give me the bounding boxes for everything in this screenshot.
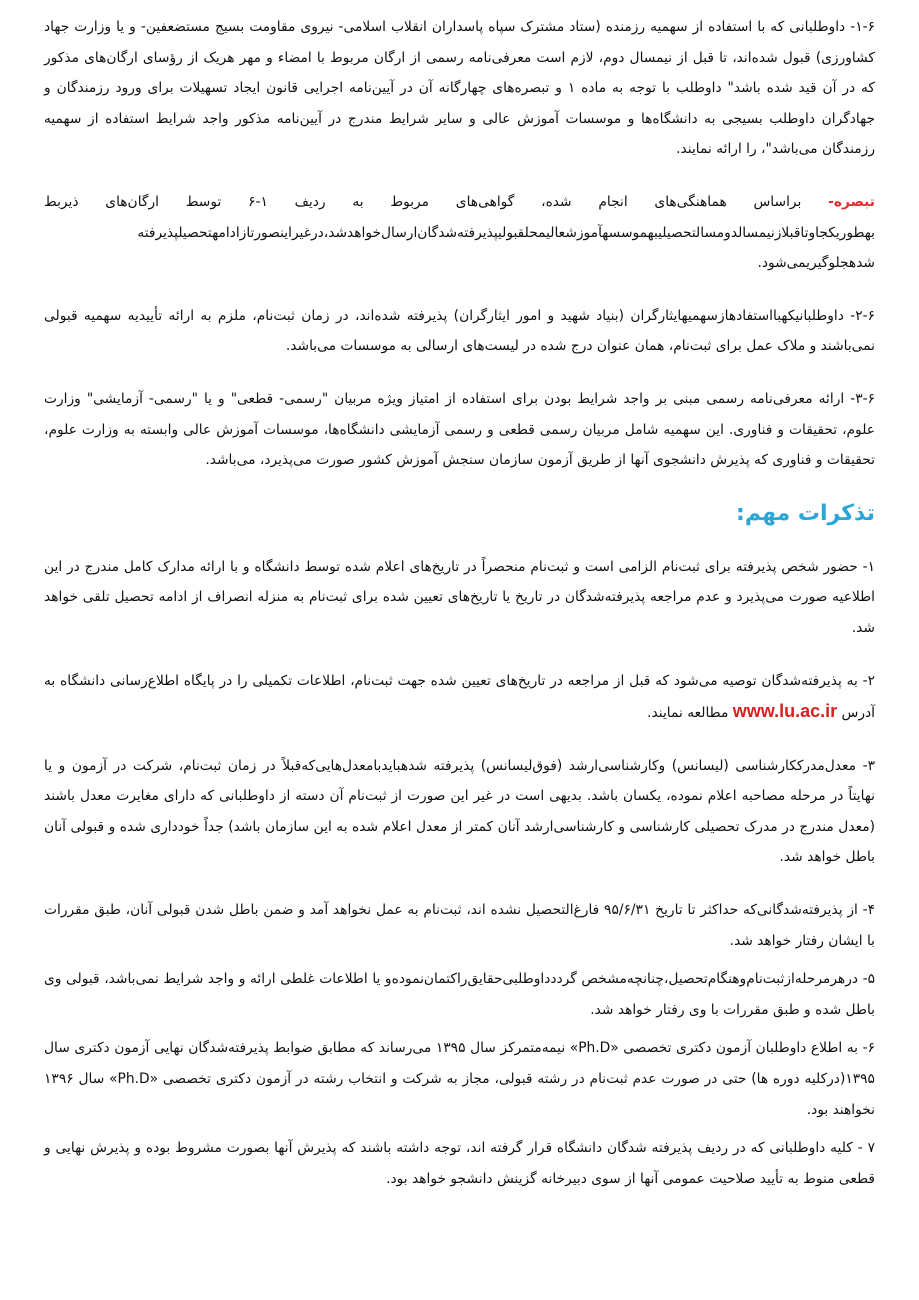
university-website-link[interactable]: www.lu.ac.ir [732,701,838,722]
note-item-6: ۶- به اطلاع داوطلبان آزمون دکتری تخصصی «Ph.D» نیمه‌متمرکز سال ۱۳۹۵ می‌رساند که مطابق ضوابط پذیرفته‌شدگان نهایی آزمون دکتری سال ۱۳۹۵(درکلیه دوره ها) حتی در صورت عدم ثبت‌نام در رشته قبولی، مجاز به شرکت و انتخاب رشته در آزمون دکتری تخصصی «Ph.D» سال ۱۳۹۶ نخواهند بود. [44,1040,875,1118]
note-item-5: ۵- درهرمرحله‌ازثبت‌نام‌وهنگام‌تحصیل،چنانچه‌مشخص گرددداوطلبی‌حقایق‌راکتمان‌نموده‌و یا اطلاعات غلطی ارائه و واجد شرایط نمی‌باشد، قبولی وی باطل شده و طبق مقررات با وی رفتار خواهد شد. [44,971,875,1018]
note-text: براساس هماهنگی‌های انجام شده، گواهی‌های مربوط به ردیف ۱-۶ توسط ارگان‌های ذیربط بهطوریکجاوتاقبلازنیمسالدومسالتحصیلیبهموسسهآموزشعالیمحلقبولیپذیرفته‌شدگان‌ارسال‌خواهدشد،درغیراینصورتازادامهتحصیلپذیرفته شدهجلوگیریمی‌شود. [44,193,875,272]
note-item-2-text-after: مطالعه نمایند. [647,705,733,722]
note-item-7: ۷ - کلیه داوطلبانی که در ردیف پذیرفته شدگان دانشگاه قرار گرفته اند، توجه داشته باشند که پذیرش آنها بصورت مشروط بوده و پذیرش نهایی و قطعی منوط به تأیید صلاحیت عمومی آنها از سوی دبیرخانه گزینش دانشجو خواهد بود. [44,1140,875,1187]
paragraph-6-2: ۲-۶- داوطلبانیکهبااستفادهازسهمیهایثارگران (بنیاد شهید و امور ایثارگران) پذیرفته شده‌اند، در زمان ثبت‌نام، ملزم به ارائه تأییدیه سهمیه قبولی نمی‌باشند و ملاک عمل برای ثبت‌نام، همان عنوان درج شده در لیست‌های ارسالی به موسسات می‌باشد. [44,307,875,355]
note-item-1: ۱- حضور شخص پذیرفته برای ثبت‌نام الزامی است و ثبت‌نام منحصراً در تاریخ‌های اعلام شده توسط دانشگاه و با ارائه مدارک کامل مندرج در این اطلاعیه صورت می‌پذیرد و عدم مراجعه پذیرفته‌شدگان در تاریخ یا تاریخ‌های تعیین شده برای ثبت‌نام به منزله انصراف از ادامه تحصیل تلقی خواهد شد. [44,558,875,636]
note-item-2 [44,666,875,729]
paragraph-6-3: ۳-۶- ارائه معرفی‌نامه رسمی مبنی بر واجد شرایط بودن برای استفاده از امتیاز ویژه مربیان "رسمی- قطعی" و یا "رسمی- آزمایشی" وزارت علوم، تحقیقات و فناوری. این سهمیه شامل مربیان رسمی قطعی و رسمی آزمایشی دانشگاه‌ها، موسسات آموزش عالی وابسته به وزارت علوم، تحقیقات و فناوری که پذیرش دانشجوی آنها از طریق آزمون سازمان سنجش آموزش کشور صورت می‌پذیرد، می‌باشد. [44,390,875,469]
note-item-3: ۳- معدل‌مدرککارشناسی (لیسانس) وکارشناسی‌ارشد (فوق‌لیسانس) پذیرفته شدهبایدبامعدل‌هایی‌که‌قبلاً در زمان ثبت‌نام، شرکت در آزمون و یا نهایتاً در مرحله مصاحبه اعلام نموده، یکسان باشد. بدیهی است در غیر این صورت از ثبت‌نام آن دسته از داوطلبانی که دارای مغایرت معدل باشند (معدل مندرج در مدرک تحصیلی کارشناسی و کارشناسی‌ارشد آنان کمتر از معدل اعلام شده به این سازمان باشد) جداً خودداری شده و قبولی آنان باطل خواهد شد. [44,757,875,866]
note-label: تبصره- [828,193,875,210]
important-notes-heading: تذکرات مهم: [736,500,875,526]
note-item-4: ۴- از پذیرفته‌شدگانی‌که حداکثر تا تاریخ ۹۵/۶/۳۱ فارغ‌التحصیل نشده اند، ثبت‌نام به عمل نخواهد آمد و ضمن باطل شدن قبولی آنان، طبق مقررات با ایشان رفتار خواهد شد. [44,902,875,949]
note-paragraph [44,187,875,279]
note-item-2-text-before: ۲- به پذیرفته‌شدگان توصیه می‌شود که قبل از مراجعه در تاریخ‌های تعیین شده جهت ثبت‌نام، اطلاعات تکمیلی را در پایگاه اطلاع‌رسانی دانشگاه به آدرس [44,672,875,722]
paragraph-6-1: ۱-۶- داوطلبانی که با استفاده از سهمیه رزمنده (ستاد مشترک سپاه پاسداران انقلاب اسلامی- نیروی مقاومت بسیج مستضعفین- و یا وزارت جهاد کشاورزی) قبول شده‌اند، تا قبل از نیمسال دوم، لازم است معرفی‌نامه رسمی از ارگان مربوط با امضاء و مهر هریک از رؤسای ارگان‌های مذکور که در آن قید شده باشد" داوطلب با توجه به ماده ۱ و تبصره‌های چهارگانه آن در آیین‌نامه اجرایی قانون ایجاد تسهیلات برای ورود رزمندگان و جهادگران داوطلب بسیجی به دانشگاه‌ها و موسسات آموزش عالی و سایر شرایط مندرج در آیین‌نامه مذکور واجد شرایط استفاده از سهمیه رزمندگان می‌باشد"، را ارائه نمایند. [44,19,875,158]
